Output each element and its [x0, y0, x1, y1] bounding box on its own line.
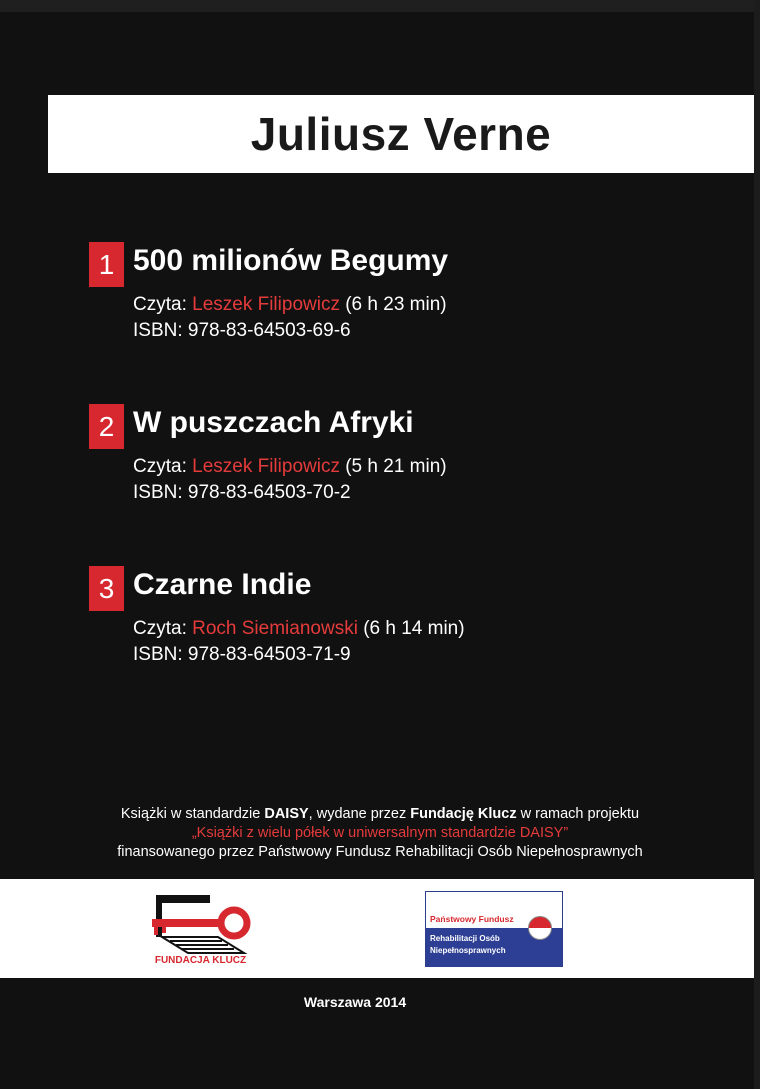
reader-name: Roch Siemianowski [192, 618, 358, 639]
reader-prefix: Czyta: [133, 456, 193, 477]
footnote-text: w ramach projektu [516, 806, 640, 822]
publication-place-date: Warszawa 2014 [303, 994, 407, 1010]
book-isbn: ISBN: 978-83-64503-71-9 [133, 644, 351, 665]
author-banner [48, 95, 754, 173]
footnote-text: , wydane przez [308, 806, 411, 822]
book-reader [133, 294, 447, 316]
book-title: W puszczach Afryki [133, 406, 414, 439]
pfron-line-3: Niepełnosprawnych [430, 946, 506, 955]
book-title: Czarne Indie [133, 568, 312, 601]
book-duration: (6 h 14 min) [357, 618, 465, 639]
pfron-line-1: Państwowy Fundusz [430, 914, 514, 924]
footnote-text: Książki w standardzie [120, 806, 265, 822]
book-duration: (5 h 21 min) [339, 456, 447, 477]
cover-top-edge [0, 0, 760, 12]
footnote-line-3: finansowanego przez Państwowy Fundusz Rehabilitacji Osób Niepełnosprawnych [117, 844, 643, 860]
author-name: Juliusz Verne [250, 108, 552, 160]
book-number-badge: 3 [89, 566, 124, 611]
reader-name: Leszek Filipowicz [192, 456, 340, 477]
footnote-project-name: „Książki z wielu półek w uniwersalnym standardzie DAISY” [191, 825, 569, 841]
fundacja-klucz-label: FUNDACJA KLUCZ [154, 955, 247, 966]
reader-prefix: Czyta: [133, 618, 193, 639]
book-title: 500 milionów Begumy [133, 244, 449, 277]
cover-right-edge [754, 0, 760, 1089]
footnote-line-1 [0, 805, 760, 824]
footnote-daisy: DAISY [264, 806, 309, 822]
book-duration: (6 h 23 min) [339, 294, 447, 315]
pfron-circle-icon [528, 916, 552, 940]
book-number-badge: 2 [89, 404, 124, 449]
logo-band [0, 879, 754, 978]
book-reader [133, 618, 465, 640]
reader-name: Leszek Filipowicz [192, 294, 340, 315]
book-number-badge: 1 [89, 242, 124, 287]
footnote-publisher: Fundację Klucz [410, 806, 517, 822]
book-reader [133, 456, 447, 478]
project-footnote [0, 805, 760, 862]
reader-prefix: Czyta: [133, 294, 193, 315]
book-isbn: ISBN: 978-83-64503-70-2 [133, 482, 351, 503]
fundacja-klucz-logo [148, 889, 253, 969]
pfron-logo [425, 891, 563, 967]
pfron-line-2: Rehabilitacji Osób [430, 934, 500, 943]
book-isbn: ISBN: 978-83-64503-69-6 [133, 320, 351, 341]
